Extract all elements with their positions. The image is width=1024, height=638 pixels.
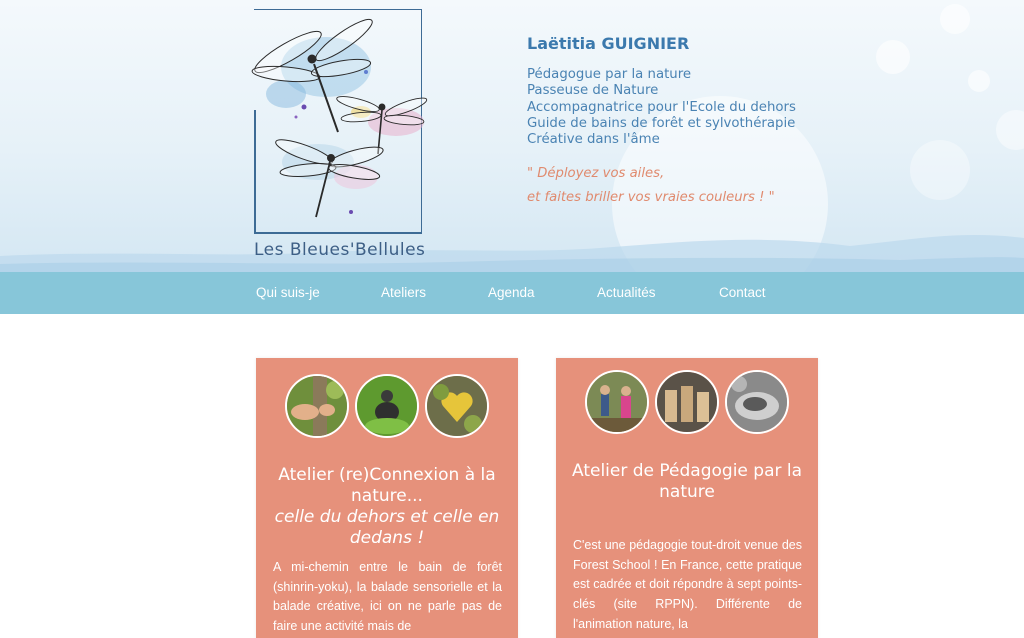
nav-item-agenda[interactable]: Agenda <box>488 285 535 300</box>
photo-leaf-heart <box>425 374 489 438</box>
nav-item-qui-suis-je[interactable]: Qui suis-je <box>256 285 320 300</box>
profile-role: Accompagnatrice pour l'Ecole du dehors <box>527 99 796 115</box>
photo-children-forest <box>585 370 649 434</box>
quote-line: " Déployez vos ailes, <box>527 166 665 182</box>
profile-role: Guide de bains de forêt et sylvothérapie <box>527 115 796 131</box>
card-subtitle: celle du dehors et celle en dedans ! <box>274 507 500 548</box>
main-nav <box>0 272 1024 314</box>
photo-meditation <box>355 374 419 438</box>
mountains-background <box>0 212 1024 272</box>
photo-tree-hug <box>285 374 349 438</box>
card-title <box>270 465 504 549</box>
bokeh-light <box>940 4 970 34</box>
profile-role: Créative dans l'âme <box>527 132 660 148</box>
nav-item-actualites[interactable]: Actualités <box>597 285 656 300</box>
card-description: C'est une pédagogie tout-droit venue des Forest School ! En France, cette pratique est cadrée et doit répondre à sept points-clés (site RPPN). Différente de l'animation nature, la <box>573 538 802 631</box>
bokeh-light <box>996 110 1024 150</box>
card-title-main: Atelier (re)Connexion à la nature... <box>278 465 496 506</box>
card-photos <box>256 374 518 438</box>
card-title-main: Atelier de Pédagogie par la nature <box>571 461 803 502</box>
card-title <box>570 461 804 503</box>
site-header <box>0 0 1024 272</box>
card-description: A mi-chemin entre le bain de forêt (shinrin-yoku), la balade sensorielle et la balade créative, ici on ne parle pas de faire une activité mais de <box>273 560 502 634</box>
profile-role: Passeuse de Nature <box>527 83 659 99</box>
profile-role: Pédagogue par la nature <box>527 67 692 82</box>
profile-name: Laëtitia GUIGNIER <box>527 34 690 53</box>
logo-frame-line <box>254 232 422 234</box>
tagline-quote <box>527 162 997 210</box>
photo-nature-bw <box>725 370 789 434</box>
card-photos <box>556 370 818 434</box>
nav-item-ateliers[interactable]: Ateliers <box>381 285 427 300</box>
nav-item-contact[interactable]: Contact <box>719 285 766 300</box>
photo-wood-stumps <box>655 370 719 434</box>
logo-text[interactable]: Les Bleues'Bellules <box>254 240 426 260</box>
atelier-card-pedagogie[interactable] <box>556 358 818 638</box>
profile-block <box>527 34 997 210</box>
quote-line: et faites briller vos vraies couleurs ! " <box>527 190 775 206</box>
dragonflies-logo-icon[interactable] <box>246 12 436 227</box>
atelier-card-reconnexion[interactable] <box>256 358 518 638</box>
